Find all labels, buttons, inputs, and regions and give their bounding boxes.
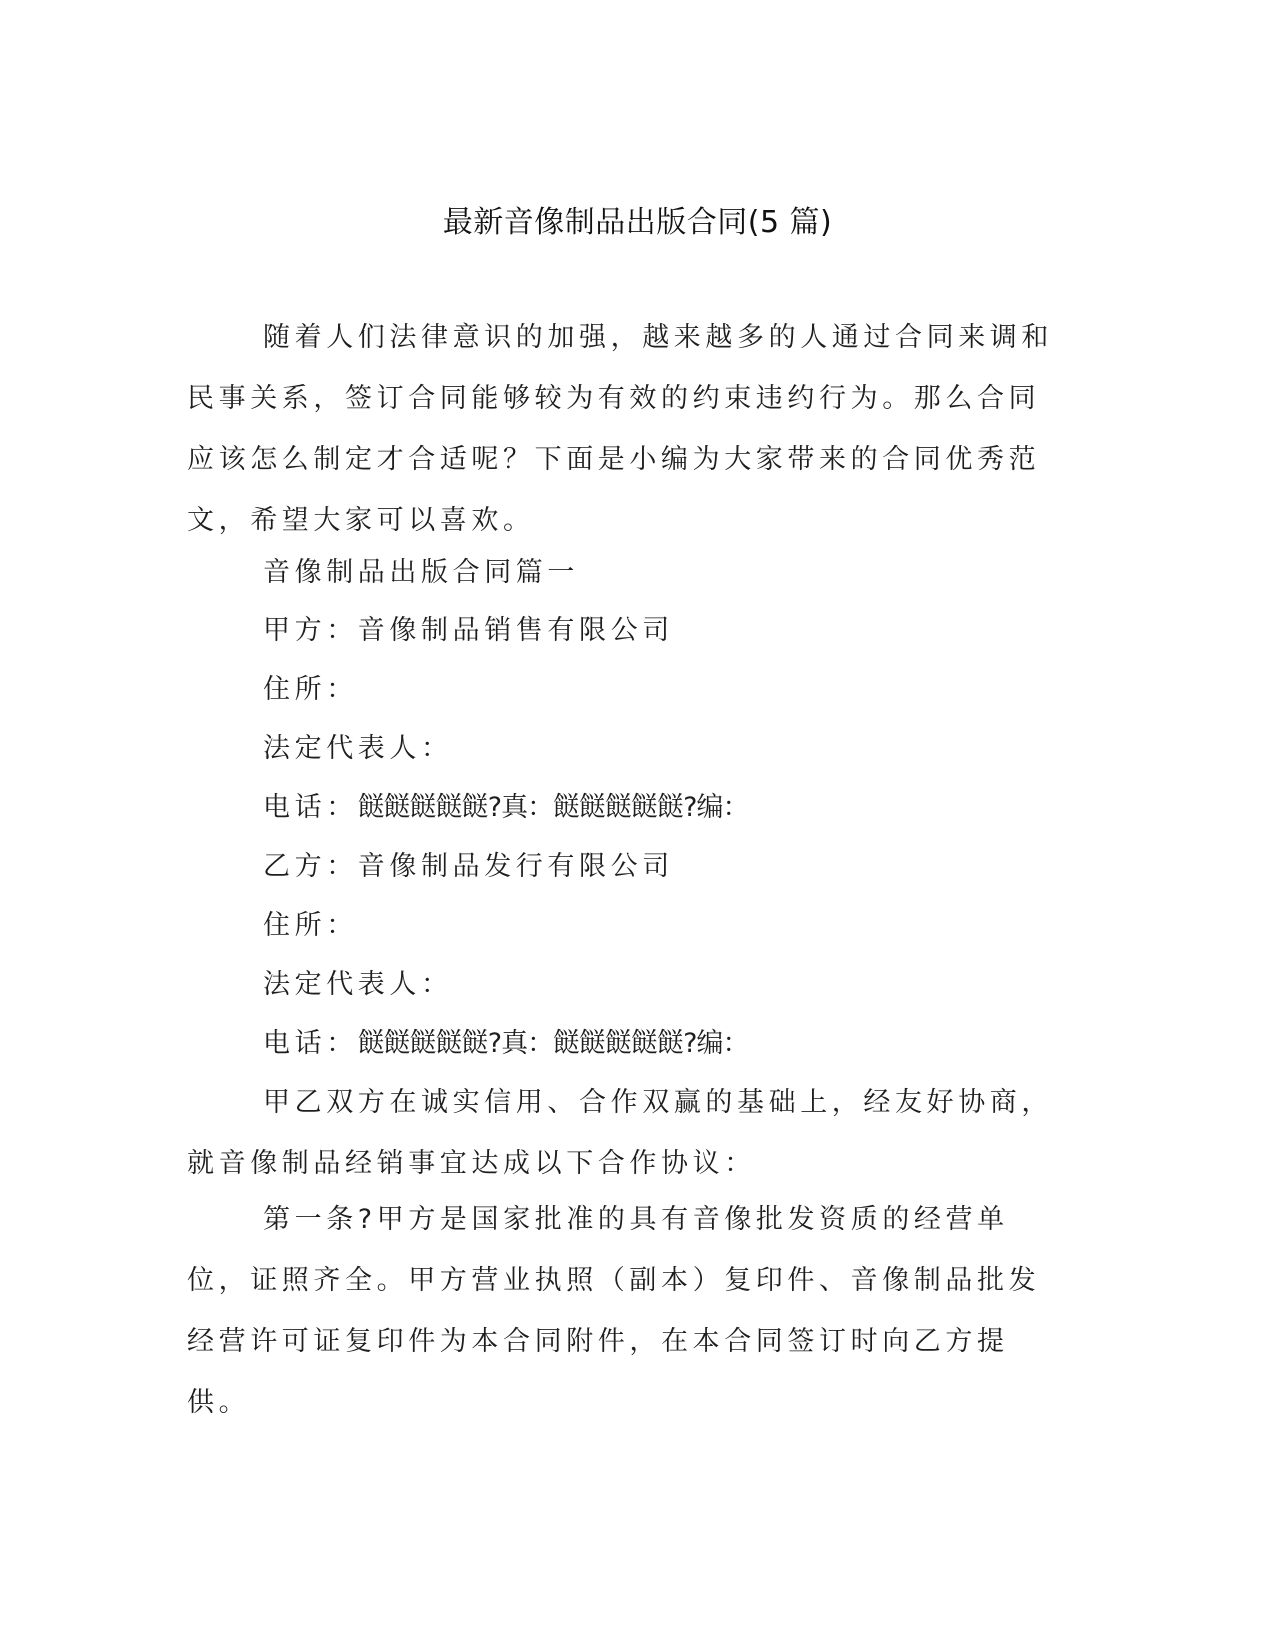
section-heading: 音像制品出版合同篇一 (263, 557, 579, 588)
party-a-contact-values: 餸餸餸餸餸?真：餸餸餸餸餸?编： (357, 792, 749, 823)
party-a-name: 甲方：音像制品销售有限公司 (263, 615, 674, 646)
party-a-address: 住所： (263, 674, 358, 705)
document-title: 最新音像制品出版合同(5 篇) (442, 205, 833, 240)
party-b-representative: 法定代表人： (263, 969, 453, 1000)
party-b-contact (263, 1024, 748, 1064)
party-b-name: 乙方：音像制品发行有限公司 (263, 851, 674, 882)
article-1-paragraph: 第一条?甲方是国家批准的具有音像批发资质的经营单位，证照齐全。甲方营业执照（副本）复印件、音像制品批发经营许可证复印件为本合同附件，在本合同签订时向乙方提供。 (187, 1204, 1041, 1418)
party-a-contact (263, 788, 748, 828)
intro-paragraph: 随着人们法律意识的加强，越来越多的人通过合同来调和民事关系，签订合同能够较为有效的约束违约行为。那么合同应该怎么制定才合适呢？下面是小编为大家带来的合同优秀范文，希望大家可以喜欢。 (187, 322, 1053, 536)
party-a-representative: 法定代表人： (263, 733, 453, 764)
party-a-phone-label: 电话： (263, 792, 358, 823)
agreement-paragraph: 甲乙双方在诚实信用、合作双赢的基础上，经友好协商，就音像制品经销事宜达成以下合作协议： (187, 1087, 1053, 1179)
party-b-phone-label: 电话： (263, 1028, 358, 1059)
party-b-contact-values: 餸餸餸餸餸?真：餸餸餸餸餸?编： (357, 1028, 749, 1059)
party-b-address: 住所： (263, 910, 358, 941)
